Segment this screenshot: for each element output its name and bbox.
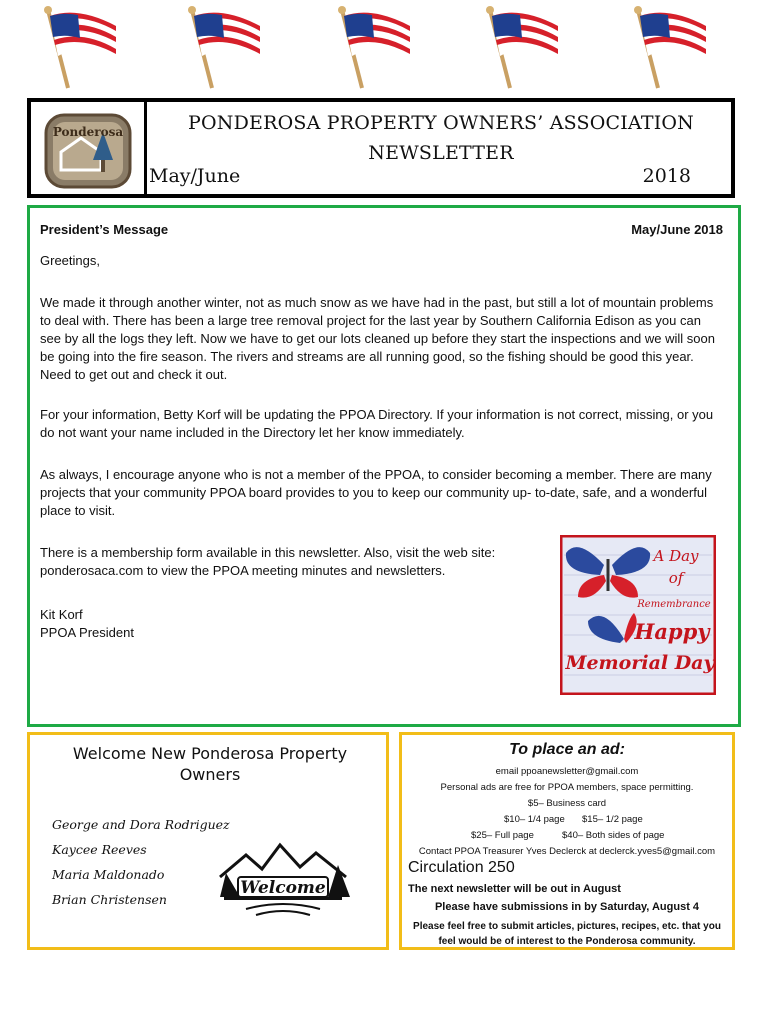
welcome-sign-text: Welcome [240, 878, 326, 898]
owner-name: Brian Christensen [52, 892, 167, 907]
presidents-message-section [27, 205, 741, 727]
owner-name: George and Dora Rodriguez [52, 817, 230, 832]
ad-personal: Personal ads are free for PPOA members, space permitting. [440, 782, 694, 793]
section-date: May/June 2018 [631, 222, 723, 237]
header-divider [144, 102, 147, 194]
next-newsletter: The next newsletter will be out in August [408, 883, 621, 895]
submission-invite-line-2: feel would be of interest to the Ponderosa community. [438, 936, 696, 947]
section-heading: President’s Message [40, 222, 169, 237]
price-both-sides: $40– Both sides of page [562, 830, 665, 841]
ad-email: email ppoanewsletter@gmail.com [495, 766, 639, 777]
memorial-line-4: Happy [634, 619, 710, 644]
paragraph: For your information, Betty Korf will be updating the PPOA Directory. If your information is not correct, missing, or you do not want your name included in the Directory let her know immediately. [40, 407, 714, 440]
signature [40, 606, 134, 642]
price-half-page: $15– 1/2 page [582, 814, 643, 825]
ad-contact: Contact PPOA Treasurer Yves Declerck at declerck.yves5@gmail.com [418, 846, 716, 857]
logo-text: Ponderosa [52, 125, 124, 139]
paragraph: We made it through another winter, not as much snow as we have had in the past, but still a lot of mountain problems to deal with. There has been a large tree removal project for the last year by Southern California Edison as you can see by all the logs they left. Now we have to get our lots cleaned up before they start the inspections and we will soon be going into the fire season. The rivers and streams are all running good, so the fishing should be good this year. Need to get out and check it out. [40, 295, 715, 382]
issue-label: May/June [149, 165, 241, 187]
welcome-sign-image [216, 839, 350, 921]
owner-name: Kaycee Reeves [52, 842, 147, 857]
price-full-page: $25– Full page [471, 830, 534, 841]
submission-deadline: Please have submissions in by Saturday, August 4 [434, 901, 700, 913]
welcome-owners-section [27, 732, 389, 950]
signature-name: Kit Korf [40, 607, 83, 622]
advertising-section [399, 732, 735, 950]
memorial-line-3: Remembrance [637, 599, 711, 610]
memorial-line-1: A Day [653, 547, 699, 565]
newsletter-header [27, 98, 735, 198]
memorial-line-5: Memorial Day [565, 652, 715, 674]
paragraph: There is a membership form available in this newsletter. Also, visit the web site: ponderosaca.com to view the PPOA meeting minutes and newsletters. [40, 545, 496, 578]
submission-invite-line-1: Please feel free to submit articles, pictures, recipes, etc. that you [413, 921, 721, 932]
ponderosa-logo [43, 112, 133, 190]
submission-invite [402, 919, 732, 949]
american-flag-icon [332, 4, 414, 90]
signature-title: PPOA President [40, 625, 134, 640]
owner-name: Maria Maldonado [52, 867, 165, 882]
american-flag-icon [628, 4, 710, 90]
issue-year: 2018 [642, 165, 691, 187]
ad-title: To place an ad: [509, 741, 625, 758]
american-flag-icon [38, 4, 120, 90]
price-business-card: $5– Business card [527, 798, 607, 809]
memorial-line-2: of [668, 569, 684, 587]
circulation: Circulation 250 [408, 859, 515, 876]
newsletter-subtitle: NEWSLETTER [368, 142, 514, 164]
welcome-title: Welcome New Ponderosa Property Owners [72, 744, 348, 784]
newsletter-title: PONDEROSA PROPERTY OWNERS’ ASSOCIATION [188, 112, 694, 134]
memorial-day-image [560, 535, 716, 695]
american-flag-icon [480, 4, 562, 90]
american-flag-icon [182, 4, 264, 90]
price-quarter-page: $10– 1/4 page [504, 814, 565, 825]
paragraph: As always, I encourage anyone who is not a member of the PPOA, to consider becoming a member. There are many projects that your community PPOA board provides to you to keep our community up- to-date, safe, and a wonderful place to visit. [40, 467, 712, 518]
greeting: Greetings, [40, 253, 100, 268]
